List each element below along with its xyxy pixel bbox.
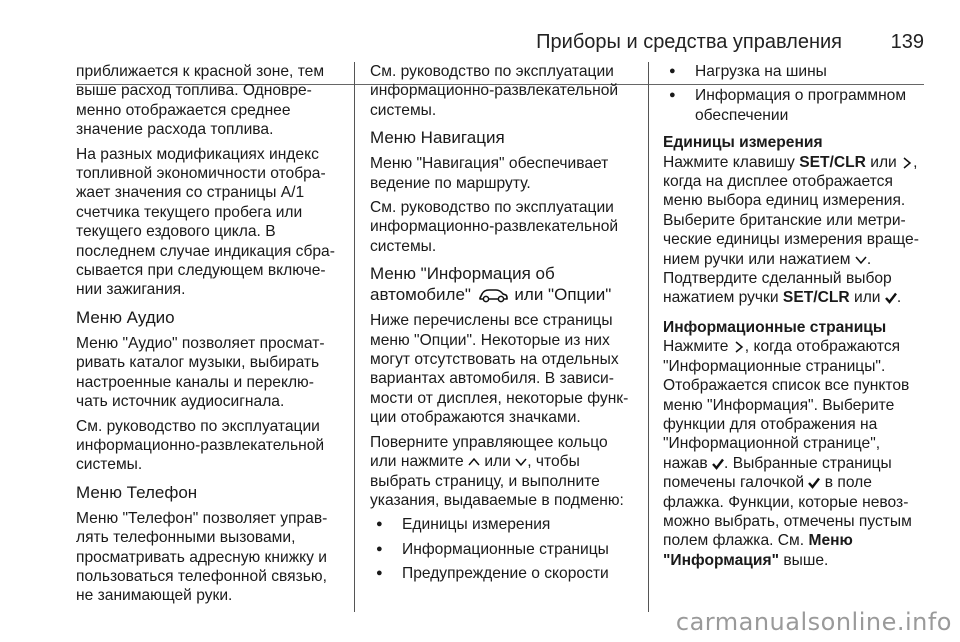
column-2 xyxy=(370,62,636,589)
paragraph: Меню "Телефон" позволяет управ- лять телефонными вызовами, просматривать адресную книжку и пользоваться телефонной связью, не занимающей руки. xyxy=(76,509,328,605)
column-3 xyxy=(663,62,931,575)
watermark: carmanualsonline.info xyxy=(675,608,952,636)
list-item: ● Информационные страницы xyxy=(370,540,636,559)
paragraph: См. руководство по эксплуатации информационно-развлекательной системы. xyxy=(370,63,619,119)
chevron-right-icon xyxy=(901,157,913,169)
column-1 xyxy=(76,62,348,611)
subheading-info-pages: Информационные страницы xyxy=(663,318,887,336)
paragraph: См. руководство по эксплуатации информационно-развлекательной системы. xyxy=(76,417,325,474)
subheading-units: Единицы измерения xyxy=(663,134,823,152)
column-divider xyxy=(354,62,355,612)
list-item: ● Нагрузка на шины xyxy=(663,62,931,81)
bullet-list xyxy=(370,515,636,583)
paragraph: На разных модификациях индекс топливной экономичности отобра- жает значения со страницы A/1 счетчика текущего пробега или текущего ездового цикла. В последнем случае индикация сбра- сывается при следующем включе- нии зажигания. xyxy=(76,145,335,299)
chevron-right-icon xyxy=(733,341,745,353)
paragraph: Меню "Навигация" обеспечивает ведение по маршруту. xyxy=(370,155,609,192)
chevron-down-icon xyxy=(515,456,527,468)
column-divider xyxy=(648,62,649,612)
chevron-up-icon xyxy=(468,456,480,468)
paragraph: Ниже перечислены все страницы меню "Опции". Некоторые из них могут отсутствовать на отдельных вариантах автомобиля. В зависи- мости от дисплея, некоторые функ- ции отображаются значками. xyxy=(370,312,629,427)
list-item: ● Предупреждение о скорости xyxy=(370,564,636,583)
chevron-down-icon xyxy=(855,254,867,266)
checkmark-icon xyxy=(712,458,724,470)
list-item: ● Информация о программном обеспечении xyxy=(663,86,931,125)
heading-navigation-menu: Меню Навигация xyxy=(370,128,505,148)
checkmark-icon xyxy=(885,292,897,304)
paragraph-units: Единицы измерения Нажмите клавишу SET/CLR или , когда на дисплее отображается меню выбора единиц измерения. Выберите британские или метри- ческие единицы измерения враще- нием ручки или нажатием . Подтвердите сделанный выбор нажатием ручки SET/CLR или . xyxy=(663,133,931,308)
heading-audio-menu: Меню Аудио xyxy=(76,307,175,327)
page-number: 139 xyxy=(890,31,924,53)
paragraph: См. руководство по эксплуатации информационно-развлекательной системы. xyxy=(370,199,619,255)
page-header xyxy=(0,30,960,58)
paragraph: Поверните управляющее кольцо или нажмите или , чтобы выбрать страницу, и выполните указания, выдаваемые в подменю: xyxy=(370,433,624,509)
list-item: ● Единицы измерения xyxy=(370,515,636,534)
paragraph: приближается к красной зоне, тем выше расход топлива. Одновре- менно отображается среднее значение расхода топлива. xyxy=(76,63,325,139)
car-icon xyxy=(478,287,508,303)
paragraph-info-pages: Информационные страницы Нажмите , когда отображаются "Информационные страницы". Отображается список все пунктов меню "Информация". Выберите функции для отображения на "Информационной странице", нажав . Выбранные страницы помечены галочкой в поле флажка. Функции, которые невоз- можно выбрать, отмечены пустым полем флажка. См. Меню "Информация" выше. xyxy=(663,318,931,570)
bullet-list xyxy=(663,62,931,125)
heading-phone-menu: Меню Телефон xyxy=(76,482,198,502)
heading-vehicle-info-menu: Меню "Информация об автомобиле" или "Опции" xyxy=(370,264,612,305)
paragraph: Меню "Аудио" позволяет просмат- ривать каталог музыки, выбирать настроенные каналы и переклю- чать источник аудиосигнала. xyxy=(76,334,325,411)
checkmark-icon xyxy=(808,477,820,489)
header-title: Приборы и средства управления xyxy=(536,31,842,53)
